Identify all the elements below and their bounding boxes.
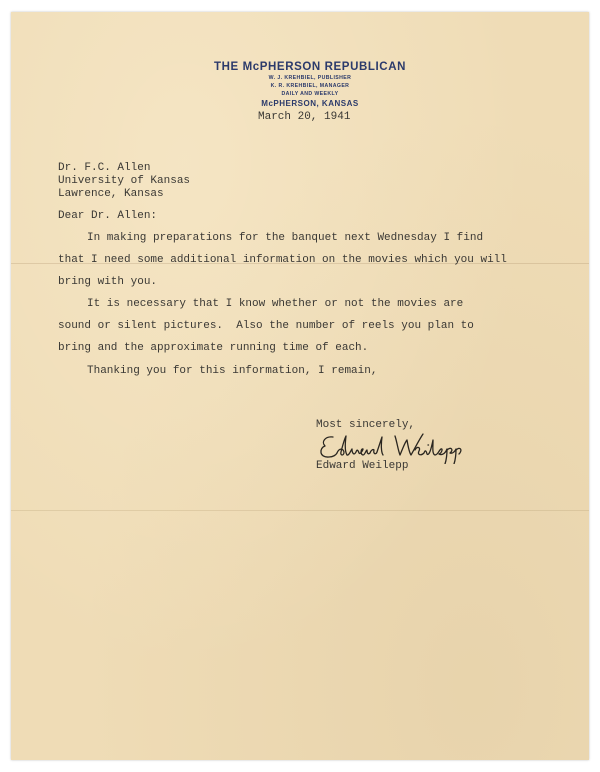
body-line: It is necessary that I know whether or not the movies are — [87, 298, 464, 310]
recipient-address — [58, 162, 190, 201]
letterhead-city: McPHERSON, KANSAS — [261, 99, 359, 108]
body-line: that I need some additional information on the movies which you will — [58, 254, 507, 266]
salutation: Dear Dr. Allen: — [58, 210, 158, 222]
signer-name: Edward Weilepp — [316, 460, 409, 472]
letterhead-publisher: W. J. KREHBIEL, PUBLISHER — [268, 75, 352, 81]
body-line: bring with you. — [58, 276, 158, 288]
body-line: bring and the approximate running time of each. — [58, 342, 369, 354]
letterhead-edition: DAILY AND WEEKLY — [281, 91, 339, 97]
letterhead-title: THE McPHERSON REPUBLICAN — [213, 61, 407, 73]
letterhead — [191, 60, 429, 109]
body-line: In making preparations for the banquet next Wednesday I find — [87, 232, 484, 244]
recipient-city: Lawrence, Kansas — [58, 188, 164, 200]
letterhead-manager: K. R. KREHBIEL, MANAGER — [270, 83, 350, 89]
closing: Most sincerely, — [316, 419, 416, 431]
recipient-name: Dr. F.C. Allen — [58, 162, 151, 174]
letter-page — [11, 12, 589, 760]
letter-date: March 20, 1941 — [258, 111, 351, 123]
body-line: sound or silent pictures. Also the number of reels you plan to — [58, 320, 474, 332]
fold-line — [11, 510, 589, 511]
body-line: Thanking you for this information, I remain, — [87, 365, 378, 377]
recipient-org: University of Kansas — [58, 175, 191, 187]
